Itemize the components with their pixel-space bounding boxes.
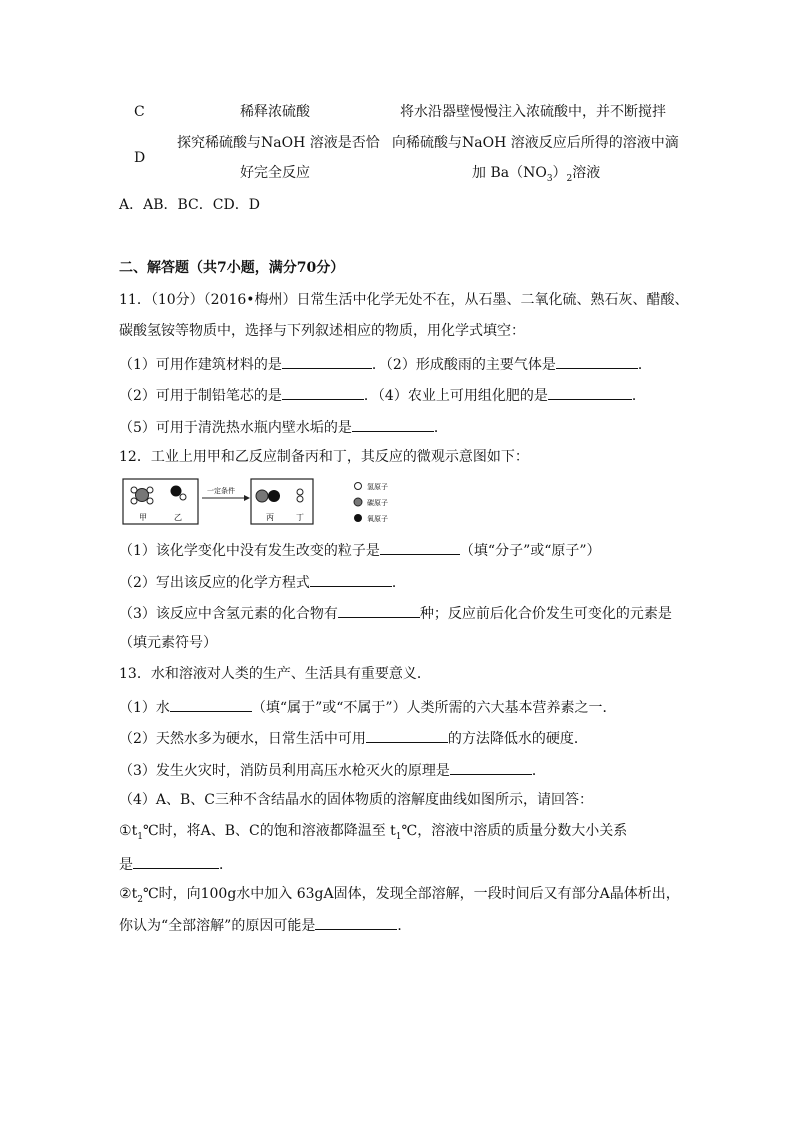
answer-blank[interactable] (366, 728, 448, 743)
answer-blank[interactable] (282, 354, 372, 369)
answer-blank[interactable] (380, 540, 460, 555)
row-c-method: 将水沿器壁慢慢注入浓硫酸中，并不断搅拌 (400, 104, 666, 120)
answer-blank[interactable] (310, 572, 392, 587)
legend-carbon: 碳原子 (367, 499, 388, 507)
label-ding: 丁 (296, 513, 304, 522)
legend-oxygen-icon (354, 514, 362, 522)
q13-sub2: （2）天然水多为硬水，日常生活中可用 的方法降低水的硬度． (119, 728, 588, 748)
q13-circled-1-line2: 是 ． (119, 854, 233, 874)
answer-blank[interactable] (450, 760, 532, 775)
answer-blank[interactable] (133, 854, 219, 869)
q13-sub1: （1）水 （填“属于”或“不属于”）人类所需的六大基本营养素之一． (119, 697, 617, 717)
q12-sub3: （3）该反应中含氢元素的化合物有 种；反应前后化合价发生可变化的元素是 (119, 603, 672, 623)
label-bing: 丙 (266, 513, 274, 522)
answer-blank[interactable] (282, 385, 364, 400)
row-d-letter: D (134, 150, 146, 166)
row-c-experiment: 稀释浓硫酸 (240, 104, 310, 120)
q13-stem: 13．水和溶液对人类的生产、生活具有重要意义． (119, 666, 431, 682)
q13-circled-2-line2: 你认为“全部溶解”的原因可能是 ． (119, 915, 411, 935)
q12-stem: 12．工业上用甲和乙反应制备丙和丁，其反应的微观示意图如下： (119, 449, 529, 465)
reaction-diagram (122, 478, 426, 526)
row-d-method-line1: 向稀硫酸与NaOH 溶液反应后所得的溶液中滴 (392, 135, 679, 151)
q13-sub4: （4）A、B、C三种不含结晶水的固体物质的溶解度曲线如图所示，请回答： (119, 792, 594, 808)
q13-circled-1: $①t_1℃$时，将A、B、C的饱和溶液都降温至 $t_1℃$，溶液中溶质的质量分数大小关系 (119, 823, 628, 842)
row-c-letter: C (134, 104, 145, 120)
q11-part1-2: （1）可用作建筑材料的是 ．（2）形成酸雨的主要气体是 ． (119, 354, 652, 374)
answer-blank[interactable] (315, 915, 397, 930)
answer-options: A．AB．BC．CD．D (119, 197, 260, 213)
section-2-title: 二、解答题（共7小题，满分70分） (119, 260, 345, 276)
molecule-bing (256, 490, 280, 502)
row-d-method-line2: 加 $Ba(NO_3)_2$溶液 (472, 165, 601, 184)
label-jia: 甲 (139, 513, 147, 522)
q12-sub2: （2）写出该反应的化学方程式 ． (119, 572, 406, 592)
q11-line2: 碳酸氢铵等物质中，选择与下列叙述相应的物质，用化学式填空： (119, 323, 525, 339)
answer-blank[interactable] (170, 697, 252, 712)
answer-blank[interactable] (352, 417, 434, 432)
legend-oxygen: 氧原子 (367, 515, 388, 523)
q13-sub3: （3）发生火灾时，消防员利用高压水枪灭火的原理是 ． (119, 760, 546, 780)
answer-blank[interactable] (548, 385, 632, 400)
legend-carbon-icon (354, 498, 362, 506)
molecule-ding (297, 489, 303, 502)
legend-hydrogen-icon (355, 483, 362, 490)
molecule-yi (171, 486, 187, 501)
row-d-experiment-line2: 好完全反应 (240, 165, 310, 181)
q11-part5: （5）可用于清洗热水瓶内壁水垢的是 ． (119, 417, 448, 437)
q12-sub3-line2: （填元素符号） (119, 635, 217, 651)
arrow-label: 一定条件 (207, 487, 235, 495)
q11-line1: 11．（10分）（2016•梅州）日常生活中化学无处不在，从石墨、二氧化硫、熟石灰、醋酸、 (119, 292, 689, 308)
q13-circled-2: $②t_2℃$时，向100g水中加入 63gA固体，发现全部溶解，一段时间后又有部分A晶体析出， (119, 886, 680, 905)
answer-blank[interactable] (556, 354, 638, 369)
answer-blank[interactable] (338, 603, 420, 618)
label-yi: 乙 (174, 513, 182, 522)
q11-part3-4: （2）可用于制铅笔芯的是 ．（4）农业上可用组化肥的是 ． (119, 385, 646, 405)
q12-sub1: （1）该化学变化中没有发生改变的粒子是 （填“分子”或“原子”） (119, 540, 601, 560)
legend-hydrogen: 氢原子 (367, 483, 388, 491)
molecule-jia (131, 487, 153, 504)
row-d-experiment-line1: 探究稀硫酸与NaOH 溶液是否恰 (177, 135, 380, 151)
